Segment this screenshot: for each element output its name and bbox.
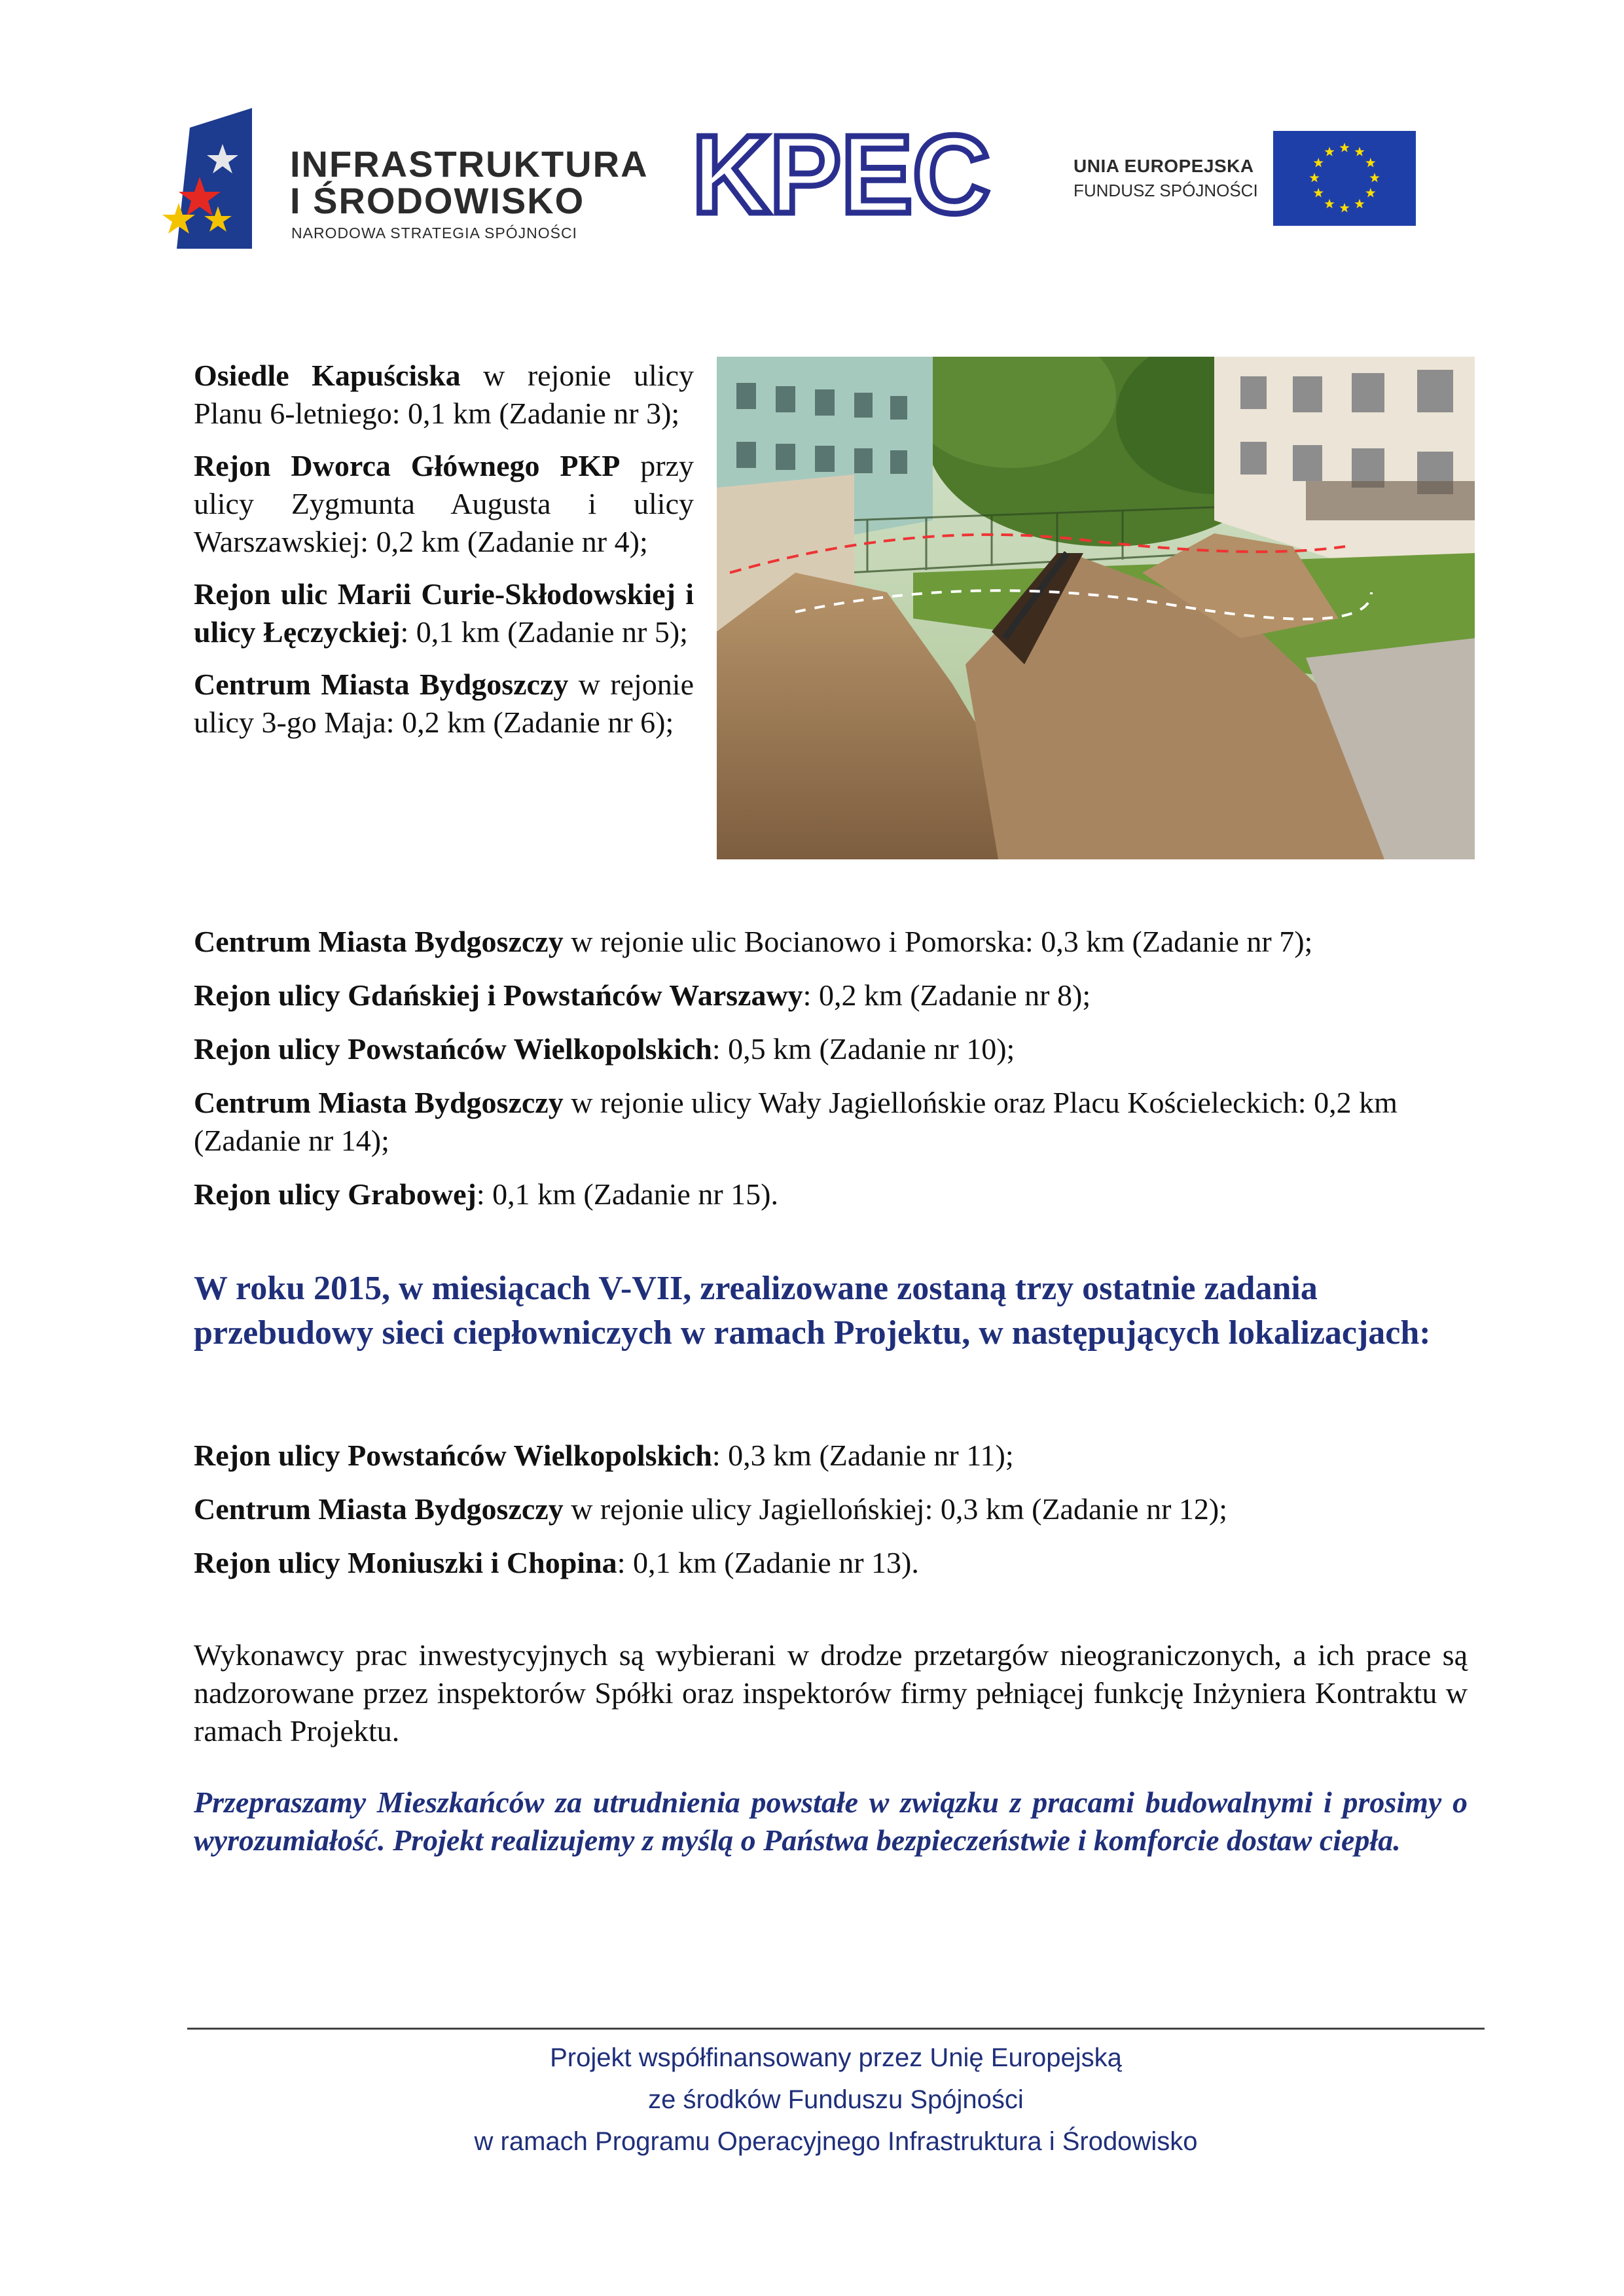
list-item-text: : 0,5 km (Zadanie nr 10); [712, 1032, 1015, 1066]
list-item-bold: Rejon ulicy Moniuszki i Chopina [194, 1546, 617, 1579]
intro-item-text: w rejonie ulicy Planu 6-letniego: 0,1 km (Zadanie nr 3); [194, 359, 694, 430]
locations-list-2015 [194, 1437, 1470, 1598]
contractors-paragraph: Wykonawcy prac inwestycyjnych są wybierani w drodze przetargów nieograniczonych, a ich prace są nadzorowane przez inspektorów Spółki oraz inspektorów firmy pełniącej funkcję Inżyniera Kontraktu w ramach Projektu. [194, 1638, 1468, 1748]
list-item [194, 1437, 1470, 1475]
ue-logo-line1: UNIA EUROPEJSKA [1074, 156, 1254, 176]
list-item-bold: Centrum Miasta Bydgoszczy [194, 925, 564, 958]
intro-item-bold: Rejon Dworca Głównego PKP [194, 449, 621, 482]
intro-item [194, 575, 694, 651]
is-stars-emblem-icon [160, 108, 259, 249]
intro-item-bold: Osiedle Kapuściska [194, 359, 461, 392]
intro-locations [194, 357, 694, 756]
list-item-text: : 0,2 km (Zadanie nr 8); [803, 978, 1091, 1012]
intro-item [194, 666, 694, 742]
ue-logo-line2: FUNDUSZ SPÓJNOŚCI [1074, 181, 1258, 200]
kpec-logo-text: KPEC [692, 128, 990, 226]
list-item-bold: Rejon ulicy Powstańców Wielkopolskich [194, 1439, 712, 1472]
intro-item [194, 447, 694, 561]
intro-item-bold: Rejon ulic Marii Curie-Skłodowskiej i ulicy Łęczyckiej [194, 577, 694, 649]
footer-line2: ze środków Funduszu Spójności [648, 2085, 1024, 2114]
excavation-trench-photo [717, 357, 1475, 859]
logo-infrastruktura-i-srodowisko [160, 108, 649, 255]
footer-line3: w ramach Programu Operacyjnego Infrastruktura i Środowisko [474, 2127, 1198, 2156]
list-item-bold: Rejon ulicy Powstańców Wielkopolskich [194, 1032, 712, 1066]
is-logo-line1: INFRASTRUKTURA [290, 143, 649, 185]
list-item-text: w rejonie ulicy Wały Jagiellońskie oraz Placu Kościeleckich: 0,2 km (Zadanie nr 14); [194, 1086, 1398, 1157]
intro-item-bold: Centrum Miasta Bydgoszczy [194, 668, 569, 701]
intro-item [194, 357, 694, 433]
list-item-text: : 0,3 km (Zadanie nr 11); [712, 1439, 1014, 1472]
intro-item-text: przy ulicy Zygmunta Augusta i ulicy Warszawskiej: 0,2 km (Zadanie nr 4); [194, 449, 694, 558]
locations-list-2014 [194, 923, 1470, 1229]
list-item-bold: Centrum Miasta Bydgoszczy [194, 1492, 564, 1526]
list-item [194, 977, 1470, 1014]
list-item [194, 1490, 1470, 1528]
list-item-bold: Rejon ulicy Gdańskiej i Powstańców Warszawy [194, 978, 803, 1012]
list-item-text: w rejonie ulicy Jagiellońskiej: 0,3 km (Zadanie nr 12); [563, 1492, 1227, 1526]
footer-divider [187, 2028, 1485, 2030]
list-item-text: : 0,1 km (Zadanie nr 15). [476, 1177, 778, 1211]
intro-item-text: : 0,1 km (Zadanie nr 5); [400, 615, 688, 649]
apology-note: Przepraszamy Mieszkańców za utrudnienia powstałe w związku z pracami budowalnymi i prosimy o wyrozumiałość. Projekt realizujemy z myślą o Państwa bezpieczeństwie i komforcie dostaw ciepła. [194, 1785, 1468, 1857]
list-item [194, 1175, 1470, 1213]
list-item-text: w rejonie ulic Bocianowo i Pomorska: 0,3 km (Zadanie nr 7); [563, 925, 1313, 958]
intro-item-text: w rejonie ulicy 3-go Maja: 0,2 km (Zadanie nr 6); [194, 668, 694, 739]
is-logo-line3: NARODOWA STRATEGIA SPÓJNOŚCI [291, 224, 577, 242]
eu-flag-icon [1273, 131, 1416, 226]
footer [187, 2037, 1485, 2162]
is-logo-line2: I ŚRODOWISKO [290, 180, 585, 221]
list-item-bold: Rejon ulicy Grabowej [194, 1177, 477, 1211]
list-item [194, 1544, 1470, 1582]
list-item [194, 923, 1470, 961]
list-item-text: : 0,1 km (Zadanie nr 13). [617, 1546, 919, 1579]
footer-line1: Projekt współfinansowany przez Unię Europejską [550, 2043, 1122, 2072]
logo-kpec [687, 128, 995, 226]
list-item [194, 1084, 1470, 1160]
section-heading: W roku 2015, w miesiącach V-VII, zrealizowane zostaną trzy ostatnie zadania przebudowy sieci ciepłowniczych w ramach Projektu, w następujących lokalizacjach: [194, 1270, 1431, 1352]
list-item-bold: Centrum Miasta Bydgoszczy [194, 1086, 564, 1119]
list-item [194, 1030, 1470, 1068]
logo-unia-europejska [1067, 131, 1434, 226]
